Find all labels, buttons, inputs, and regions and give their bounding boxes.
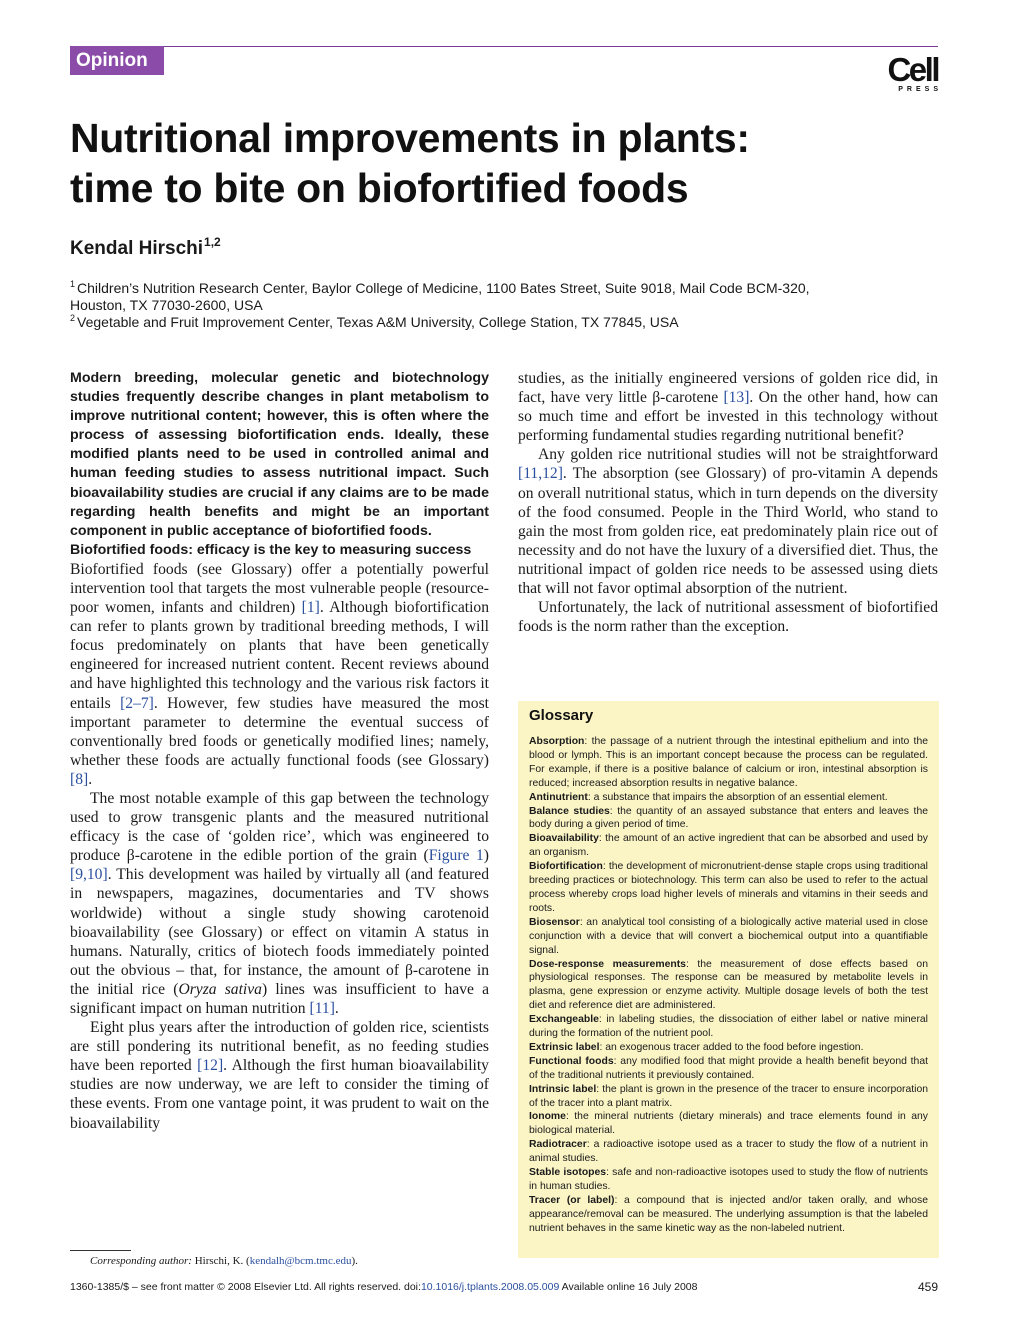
glossary-term: Intrinsic label <box>529 1083 597 1095</box>
corresponding-author: Corresponding author: Hirschi, K. (kendalh@bcm.tmc.edu). <box>90 1255 358 1267</box>
glossary-definition: : a substance that impairs the absorption of an essential element. <box>587 791 888 803</box>
glossary-entry <box>529 1055 928 1083</box>
glossary-term: Bioavailability <box>529 833 599 845</box>
glossary-entry <box>529 791 928 805</box>
glossary-definition: : the measurement of dose effects based on physiological responses. The response can be measured by metabolite levels in plasma, gene expression or enzyme activity. Multiple dosage levels of both the test diet and reference diet are administered. <box>529 958 928 1012</box>
author-email-link[interactable]: kendalh@bcm.tmc.edu <box>249 1255 352 1267</box>
body-paragraph-5: Any golden rice nutritional studies will not be straightforward [11,12]. The absorption (see Glossary) of pro-vitamin A depends on overall nutritional status, which in turn depends on the diversity of the food consumed. People in the Third World, who stand to gain the most from golden rice, eat predominately plain rice out of necessity and do not have the luxury of a diversified diet. Thus, the nutritional impact of golden rice needs to be assessed using diets that will not favor optimal absorption of the nutrient. <box>518 446 938 598</box>
glossary-box <box>518 701 939 1258</box>
glossary-term: Extrinsic label <box>529 1041 600 1053</box>
author-name: Kendal Hirschi <box>70 238 204 259</box>
glossary-entry <box>529 832 928 860</box>
left-column <box>70 369 489 1133</box>
author-affiliation-marks: 1,2 <box>204 235 221 249</box>
glossary-term: Stable isotopes <box>529 1167 607 1179</box>
glossary-title: Glossary <box>529 707 594 724</box>
glossary-definition: : safe and non-radioactive isotopes used to study the flow of nutrients in human studies. <box>529 1167 928 1192</box>
glossary-term: Dose-response measurements <box>529 958 686 970</box>
glossary-entry <box>529 1166 928 1194</box>
glossary-entry <box>529 805 928 833</box>
glossary-entry <box>529 1013 928 1041</box>
glossary-definition: : the amount of an active ingredient that can be absorbed and used by an organism. <box>529 833 928 859</box>
glossary-term: Absorption <box>529 736 585 747</box>
glossary-term: Tracer (or label) <box>529 1194 615 1206</box>
glossary-definition: : any modified food that might provide a health benefit beyond that of the traditional nutrients it previously contained. <box>529 1055 928 1081</box>
glossary-term: Biofortification <box>529 861 603 873</box>
title-line-1: Nutritional improvements in plants: <box>70 115 750 161</box>
glossary-term: Ionome <box>529 1111 566 1123</box>
article-title <box>70 113 950 213</box>
body-paragraph-6: Unfortunately, the lack of nutritional assessment of biofortified foods is the norm rather than the exception. <box>518 599 938 636</box>
abstract: Modern breeding, molecular genetic and biotechnology studies frequently describe changes in plant metabolism to improve nutritional content; however, this is often where the process of assessing biofortification ends. Ideally, these modified plants need to be used in controlled animal and human feeding studies to assess nutritional impact. Such bioavailability studies are crucial if any claims are to be made regarding health benefits and might be an important component in public acceptance of biofortified foods. <box>70 370 489 539</box>
citation-link[interactable]: [11,12] <box>518 465 563 483</box>
citation-link[interactable]: [9,10] <box>70 866 108 884</box>
glossary-list <box>529 735 928 1236</box>
page-number: 459 <box>917 1280 938 1294</box>
body-paragraph-4: studies, as the initially engineered versions of golden rice did, in fact, have very little β-carotene [13]. On the other hand, how can so much time and effort be invested in this technology without performing fundamental studies regarding nutritional benefit? <box>518 370 938 445</box>
glossary-entry <box>529 958 928 1014</box>
section-tag: Opinion <box>70 46 164 75</box>
glossary-term: Antinutrient <box>529 791 588 803</box>
body-paragraph-3: Eight plus years after the introduction of golden rice, scientists are still pondering its nutritional benefit, as no feeding studies have been reported [12]. Although the first human bioavailability studies are now underway, we are left to consider the timing of these events. From one vantage point, it was prudent to wait on the bioavailability <box>70 1019 489 1132</box>
body-paragraph-1: Biofortified foods (see Glossary) offer a potentially powerful intervention tool that targets the most vulnerable people (resource-poor women, infants and children) [1]. Although biofortification can refer to plants grown by traditional breeding methods, I will focus predominately on plants that have been genetically engineered for increased nutrient content. Recent reviews abound and have highlighted this technology and the various risk factors it entails [2–7]. However, few studies have measured the most important parameter to determine the eventual success of conventionally bred foods or genetically modified lines; namely, whether these foods are actually functional foods (see Glossary) [8]. <box>70 560 489 788</box>
glossary-entry <box>529 1110 928 1138</box>
glossary-term: Radiotracer <box>529 1139 587 1151</box>
logo-subtext: PRESS <box>898 86 942 93</box>
glossary-entry <box>529 916 928 958</box>
figure-link[interactable]: Figure 1 <box>428 847 484 865</box>
header-rule <box>70 46 938 47</box>
glossary-entry <box>529 1041 928 1055</box>
journal-logo <box>878 51 942 94</box>
citation-link[interactable]: [2–7] <box>120 694 154 712</box>
glossary-definition: : the plant is grown in the presence of the tracer to ensure incorporation of the tracer into a plant matrix. <box>529 1083 929 1109</box>
glossary-definition: : a radioactive isotope used as a tracer to study the flow of a nutrient in animal studies. <box>529 1139 928 1165</box>
glossary-term: Balance studies <box>529 805 610 817</box>
body-paragraph-2: The most notable example of this gap between the technology used to grow transgenic plants and the measured nutritional efficacy is the case of ‘golden rice’, which was engineered to produce β-carotene in the edible portion of the grain (Figure 1) [9,10]. This development was hailed by virtually all (and featured in newspapers, magazines, documentaries and TV shows worldwide) without a single study showing carotenoid bioavailability (see Glossary) or effect on vitamin A status in humans. Naturally, critics of biotech foods immediately pointed out the obvious – that, for instance, the amount of β-carotene in the initial rice (Oryza sativa) lines was insufficient to have a significant impact on human nutrition [11]. <box>70 789 490 1017</box>
footer-copyright: 1360-1385/$ – see front matter © 2008 Elsevier Ltd. All rights reserved. doi:10.1016/j.tplants.2008.05.009 Available online 16 July 2008 <box>70 1281 698 1293</box>
glossary-definition: : the development of micronutrient-dense staple crops using traditional breeding practices or biotechnology. This term can also be used to refer to the actual process whereby crops load higher levels of minerals and vitamins in their seeds and roots. <box>529 861 928 914</box>
glossary-definition: : an analytical tool consisting of a biologically active material used in close conjunction with a device that will convert a biochemical output into a quantifiable signal. <box>529 916 928 956</box>
glossary-definition: : in labeling studies, the dissociation of either label or native mineral during the formation of the nutrient pool. <box>529 1014 928 1040</box>
citation-link[interactable]: [11] <box>309 1000 335 1017</box>
glossary-definition: : the quantity of an assayed substance that enters and leaves the body during a given period of time. <box>529 805 928 831</box>
footnote-rule <box>70 1250 131 1251</box>
glossary-definition: : a compound that is injected and/or taken orally, and whose appearance/removal can be measured. The underlying assumption is that the labeled nutrient behaves in the same kinetic way as the non-labeled nutrient. <box>529 1194 928 1234</box>
glossary-definition: : an exogenous tracer added to the food before ingestion. <box>599 1041 864 1053</box>
glossary-entry <box>529 860 928 916</box>
logo-wordmark: Cell <box>887 51 938 88</box>
citation-link[interactable]: [8] <box>70 770 89 788</box>
glossary-term: Biosensor <box>529 916 580 928</box>
glossary-definition: : the mineral nutrients (dietary minerals) and trace elements found in any biological material. <box>529 1111 928 1137</box>
glossary-entry <box>529 1083 928 1111</box>
section-heading: Biofortified foods: efficacy is the key to measuring success <box>70 541 472 558</box>
doi-link[interactable]: 10.1016/j.tplants.2008.05.009 <box>420 1281 560 1293</box>
citation-link[interactable]: [13] <box>723 389 750 407</box>
author <box>70 235 221 260</box>
glossary-entry <box>529 1138 928 1166</box>
title-line-2: time to bite on biofortified foods <box>70 165 689 211</box>
affiliation-1: $^1$ Children’s Nutrition Research Center, Baylor College of Medicine, 1100 Bates Street, Suite 9018, Mail Code BCM-320, Houston, TX 77030-2600, USA <box>70 279 810 313</box>
right-column <box>518 369 938 636</box>
glossary-entry <box>529 1194 928 1236</box>
glossary-term: Functional foods <box>529 1055 614 1067</box>
citation-link[interactable]: [1] <box>301 599 320 617</box>
glossary-definition: : the passage of a nutrient through the intestinal epithelium and into the blood or lymph. This is an important concept because the process can be regulated. For example, if there is a positive balance of calcium or iron, intestinal absorption is reduced; increased absorption results in negative balance. <box>529 736 928 789</box>
affiliation-2: $^2$ Vegetable and Fruit Improvement Center, Texas A&M University, College Station, TX 77845, USA <box>70 313 679 330</box>
citation-link[interactable]: [12] <box>197 1057 224 1075</box>
glossary-term: Exchangeable <box>529 1014 599 1026</box>
glossary-entry <box>529 735 928 791</box>
